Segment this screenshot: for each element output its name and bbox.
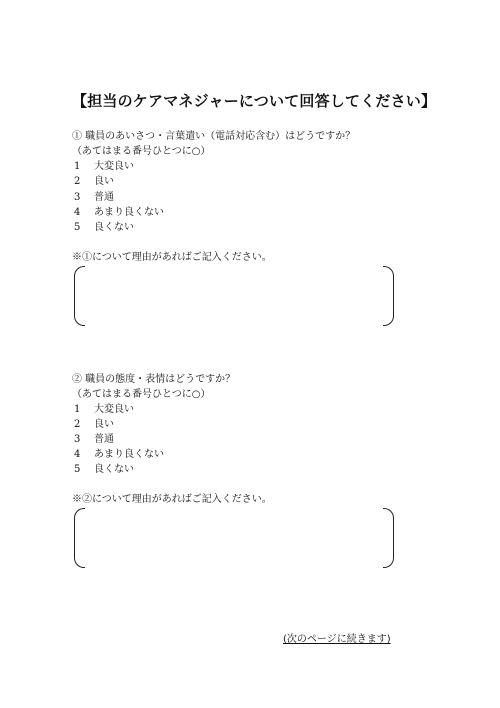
question-2-instruction: （あてはまる番号ひとつに○） (72, 389, 211, 400)
q1-option-1[interactable] (74, 160, 134, 174)
q1-option-4[interactable] (74, 206, 164, 220)
option-number: 2 (74, 419, 81, 430)
option-number: 3 (74, 192, 81, 203)
option-number: 1 (74, 161, 81, 172)
question-1-instruction: （あてはまる番号ひとつに○） (72, 146, 211, 157)
option-number: 3 (74, 434, 81, 445)
question-2-reason-field[interactable] (74, 508, 394, 568)
right-bracket (383, 266, 394, 326)
q1-option-3[interactable] (74, 191, 114, 205)
question-2-text: ② 職員の態度・表情はどうですか？ (72, 374, 236, 385)
continued-next-page-note: (次のページに続きます) (283, 634, 391, 645)
q2-option-2[interactable] (74, 418, 114, 432)
option-number: 5 (74, 222, 81, 233)
option-label: 良い (94, 419, 114, 430)
question-1-reason-prompt: ※①について理由があればご記入ください。 (72, 252, 272, 263)
question-1-text: ① 職員のあいさつ・言葉遣い（電話対応含む）はどうですか？ (72, 131, 356, 142)
q2-option-5[interactable] (74, 463, 134, 477)
option-number: 2 (74, 176, 81, 187)
q2-option-4[interactable] (74, 448, 164, 462)
option-label: 普通 (94, 434, 114, 445)
option-label: 大変良い (94, 161, 134, 172)
right-bracket (383, 508, 394, 568)
page-title: 【担当のケアマネジャーについて回答してください】 (72, 92, 437, 110)
option-label: あまり良くない (94, 449, 164, 460)
option-label: 普通 (94, 192, 114, 203)
q2-option-3[interactable] (74, 433, 114, 447)
q2-option-1[interactable] (74, 403, 134, 417)
option-number: 5 (74, 464, 81, 475)
option-label: 良い (94, 176, 114, 187)
question-2-reason-prompt: ※②について理由があればご記入ください。 (72, 494, 272, 505)
option-number: 4 (74, 449, 81, 460)
q1-option-5[interactable] (74, 221, 134, 235)
option-label: あまり良くない (94, 207, 164, 218)
left-bracket (74, 266, 85, 326)
option-number: 4 (74, 207, 81, 218)
option-label: 大変良い (94, 404, 134, 415)
option-number: 1 (74, 404, 81, 415)
option-label: 良くない (94, 464, 134, 475)
left-bracket (74, 508, 85, 568)
question-1-reason-field[interactable] (74, 266, 394, 326)
option-label: 良くない (94, 222, 134, 233)
q1-option-2[interactable] (74, 175, 114, 189)
